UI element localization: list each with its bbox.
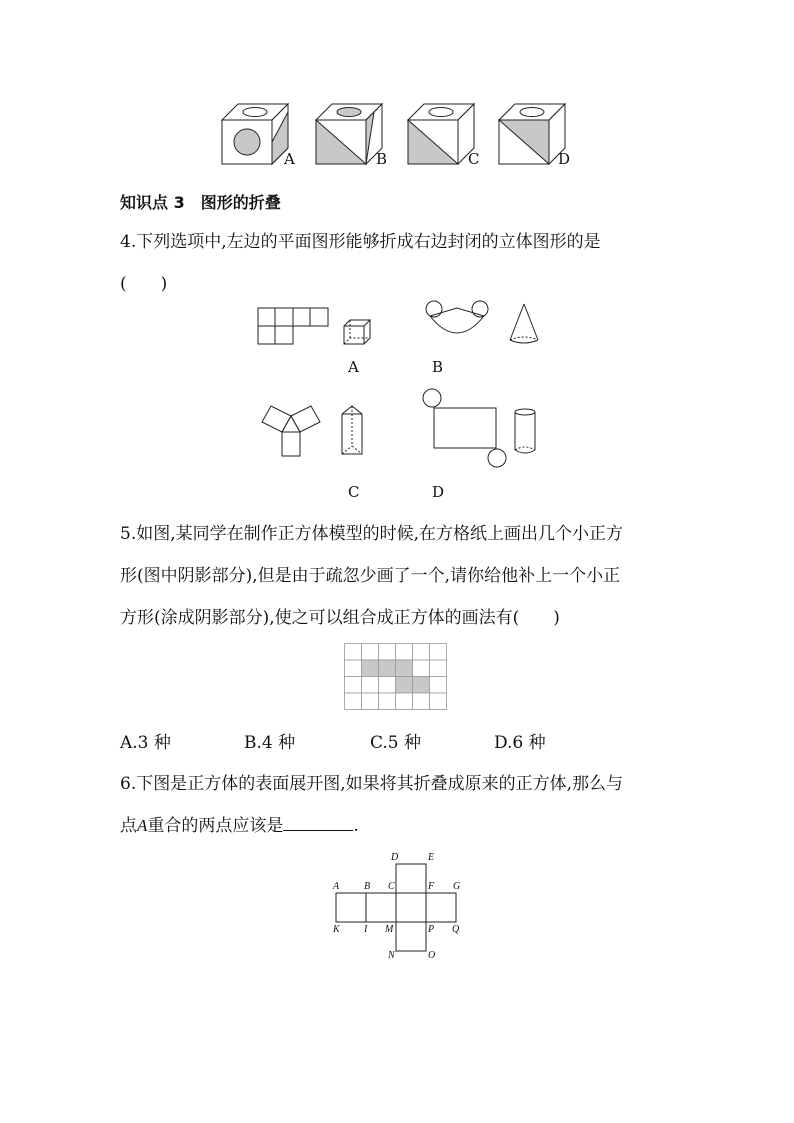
net-point-d: D (391, 852, 399, 863)
grid-cell (345, 677, 362, 694)
net-point-q: Q (452, 924, 460, 935)
grid-cell (379, 693, 396, 710)
q4-label-d: D (432, 483, 445, 501)
grid-cell (430, 677, 447, 694)
q6-text-line2 (120, 816, 359, 836)
net-point-o: O (428, 950, 436, 961)
cube-c (408, 104, 474, 164)
grid-cell (345, 693, 362, 710)
cube-a-diagram (220, 102, 580, 162)
grid-cell (430, 660, 447, 677)
grid-cell (430, 693, 447, 710)
net-point-c: C (388, 881, 395, 892)
grid-cell (413, 644, 430, 661)
q4-label-a: A (348, 358, 359, 376)
q6-net-diagram (330, 850, 470, 960)
q4-option-d-diagram (422, 388, 552, 468)
q5-grid-diagram (344, 643, 450, 711)
grid-cell (430, 644, 447, 661)
q6-point-a: A (137, 816, 148, 835)
grid-cell-shaded (396, 660, 413, 677)
grid-cell (345, 644, 362, 661)
q4-text-line2: ( ) (120, 274, 168, 294)
grid-cell (396, 693, 413, 710)
net-point-b: B (364, 881, 371, 892)
q6-text-post: 重合的两点应该是 (147, 816, 284, 836)
cube-b (316, 104, 382, 164)
grid-cell (396, 644, 413, 661)
net-point-m: M (385, 924, 394, 935)
net-point-i: I (364, 924, 368, 935)
q4-option-a-diagram (258, 308, 388, 348)
q6-text-pre: 点 (120, 816, 137, 836)
cube-label-a: A (284, 150, 295, 168)
q4-option-c-diagram (256, 402, 386, 472)
cube-a (222, 104, 288, 164)
grid-cell (413, 660, 430, 677)
cube-label-b: B (376, 150, 388, 168)
q5-text-line2: 形(图中阴影部分),但是由于疏忽少画了一个,请你给他补上一个小正 (120, 566, 621, 586)
grid-cell (362, 677, 379, 694)
net-point-p: P (428, 924, 435, 935)
q6-text-end: . (353, 816, 359, 836)
q6-text-line1: 6.下图是正方体的表面展开图,如果将其折叠成原来的正方体,那么与 (120, 774, 624, 794)
q5-option-b: B.4 种 (244, 733, 296, 753)
q4-text-line1: 4.下列选项中,左边的平面图形能够折成右边封闭的立体图形的是 (120, 232, 601, 252)
net-point-e: E (428, 852, 435, 863)
grid-cell-shaded (396, 677, 413, 694)
section-heading: 知识点 3 图形的折叠 (120, 193, 281, 212)
net-point-a: A (333, 881, 340, 892)
grid-cell (413, 693, 430, 710)
q5-option-d: D.6 种 (494, 733, 546, 753)
q6-answer-blank[interactable] (283, 816, 353, 831)
cube-label-d: D (558, 150, 571, 168)
q4-option-b-diagram (424, 298, 554, 348)
grid-cell (362, 644, 379, 661)
grid-cell (379, 644, 396, 661)
grid-cell (362, 693, 379, 710)
grid-cell-shaded (379, 660, 396, 677)
cube-label-c: C (468, 150, 480, 168)
q5-option-a: A.3 种 (120, 733, 171, 753)
grid-cell (379, 677, 396, 694)
net-point-n: N (388, 950, 395, 961)
cube-d (499, 104, 565, 164)
grid-cell-shaded (413, 677, 430, 694)
q5-text-line1: 5.如图,某同学在制作正方体模型的时候,在方格纸上画出几个小正方 (120, 524, 624, 544)
grid-cell-shaded (362, 660, 379, 677)
grid-cell (345, 660, 362, 677)
net-point-f: F (428, 881, 435, 892)
q4-label-b: B (432, 358, 444, 376)
net-point-g: G (453, 881, 461, 892)
q5-option-c: C.5 种 (370, 733, 422, 753)
q5-text-line3: 方形(涂成阴影部分),使之可以组合成正方体的画法有( ) (120, 608, 560, 628)
net-point-k: K (333, 924, 340, 935)
q4-label-c: C (348, 483, 360, 501)
